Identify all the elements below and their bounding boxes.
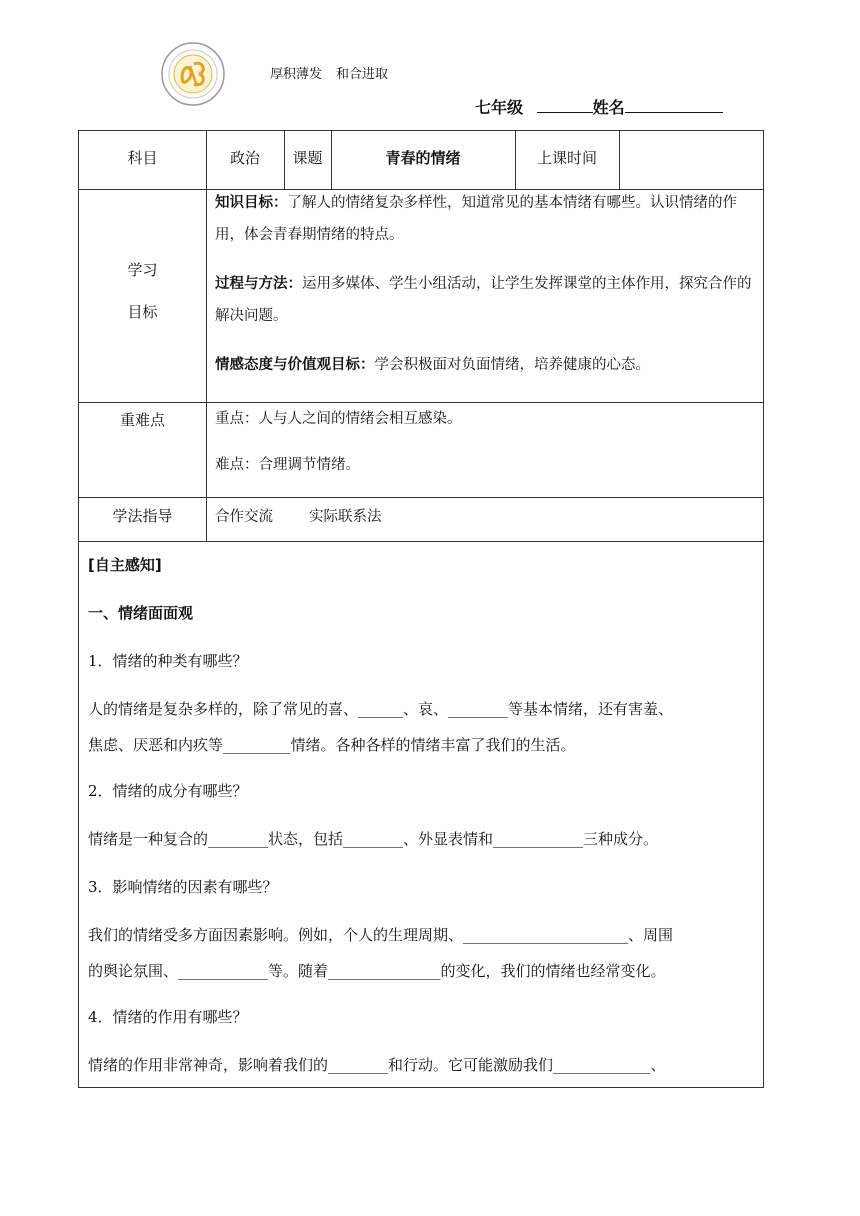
- goal-emotion-label: 情感态度与价值观目标：: [215, 357, 375, 373]
- goal-emotion-text: 学会积极面对负面情绪，培养健康的心态。: [374, 357, 650, 373]
- answer-1-line2: 焦虑、厌恶和内疚等_________情绪。各种各样的情绪丰富了我们的生活。: [88, 736, 576, 754]
- section-tag: [88, 547, 758, 583]
- question-4: 4．情绪的作用有哪些？: [88, 1008, 248, 1026]
- method-label: 学法指导: [112, 507, 173, 525]
- key-points-label: 重难点: [119, 411, 165, 429]
- class-time-label: 上课时间: [536, 149, 597, 167]
- grade-name-line: [475, 95, 723, 118]
- goal-knowledge: [215, 187, 755, 251]
- question-3: 3．影响情绪的因素有哪些？: [88, 878, 278, 896]
- section-tag-text: [自主感知]: [88, 556, 162, 574]
- subject-value: 政治: [229, 149, 260, 167]
- grade-label: 七年级: [475, 98, 524, 117]
- lesson-plan-table: [78, 130, 764, 1088]
- grade-blank[interactable]: [537, 98, 593, 113]
- subject-label: 科目: [127, 149, 158, 167]
- school-motto: [270, 63, 402, 82]
- goal-process-label: 过程与方法：: [215, 276, 302, 292]
- method-b: 实际联系法: [309, 509, 382, 525]
- goals-label-line1: 学习: [127, 261, 158, 279]
- answer-3-line1: 我们的情绪受多方面因素影响。例如，个人的生理周期、______________________、周围: [88, 926, 674, 944]
- motto-part-a: 厚积薄发: [270, 67, 323, 82]
- topic-label: 课题: [292, 149, 323, 167]
- goal-emotion: [215, 349, 755, 381]
- difficult-point: 难点：合理调节情绪。: [215, 457, 360, 473]
- question-2: 2．情绪的成分有哪些？: [88, 782, 248, 800]
- school-logo-icon: [161, 42, 225, 106]
- motto-part-b: 和合进取: [336, 67, 389, 82]
- answer-1-line1: 人的情绪是复杂多样的，除了常见的喜、______、哀、________等基本情绪，还有害羞、: [88, 700, 674, 718]
- method-a: 合作交流: [215, 509, 273, 525]
- goal-process-text: 运用多媒体、学生小组活动，让学生发挥课堂的主体作用，探究合作的解决问题。: [215, 276, 752, 324]
- section-heading-text: 一、情绪面面观: [88, 604, 194, 622]
- answer-2-line1: 情绪是一种复合的________状态，包括________、外显表情和____________三种成分。: [88, 830, 659, 848]
- class-time-value[interactable]: [619, 141, 765, 181]
- goal-knowledge-text: 了解人的情绪复杂多样性，知道常见的基本情绪有哪些。认识情绪的作用，体会青春期情绪的特点。: [215, 195, 737, 243]
- question-1: 1．情绪的种类有哪些？: [88, 652, 248, 670]
- section-heading: [88, 595, 758, 631]
- topic-value: 青春的情绪: [385, 149, 461, 167]
- answer-3-line2: 的舆论氛围、____________等。随着_______________的变化，我们的情绪也经常变化。: [88, 962, 666, 980]
- goal-process: [215, 268, 755, 332]
- goal-knowledge-label: 知识目标：: [215, 195, 288, 211]
- method-values: [215, 505, 382, 526]
- key-point: 重点：人与人之间的情绪会相互感染。: [215, 411, 462, 427]
- answer-4-line1: 情绪的作用非常神奇，影响着我们的________和行动。它可能激励我们_____________、: [88, 1056, 666, 1074]
- name-blank[interactable]: [625, 98, 723, 113]
- goals-label-line2: 目标: [127, 303, 158, 321]
- name-label: 姓名: [592, 98, 625, 117]
